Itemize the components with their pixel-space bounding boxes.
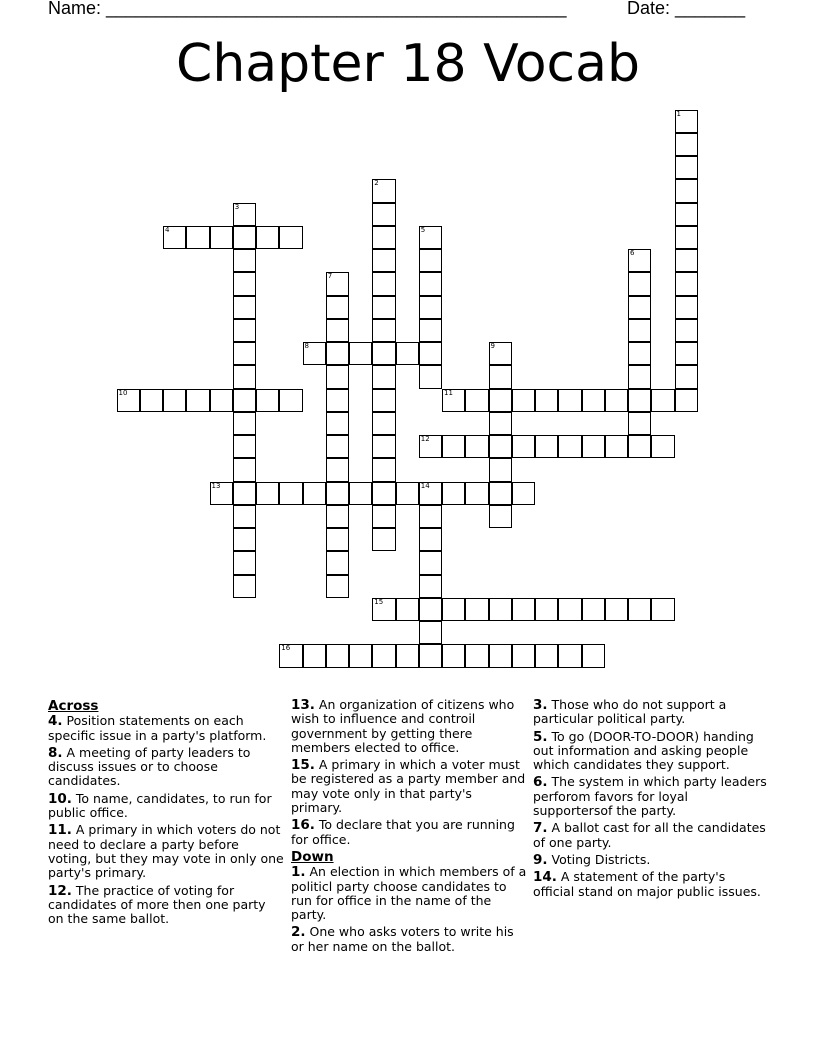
clue-number: 7	[327, 272, 333, 281]
grid-cell[interactable]	[256, 389, 279, 412]
grid-cell[interactable]	[512, 598, 535, 621]
clue-number: 6.	[533, 774, 548, 791]
grid-cell[interactable]	[396, 342, 419, 365]
grid-cell[interactable]	[372, 458, 395, 481]
grid-cell[interactable]	[512, 644, 535, 667]
clue-number: 11.	[48, 822, 72, 839]
clue-number: 14	[420, 481, 430, 490]
grid-cell[interactable]	[349, 342, 372, 365]
grid-cell[interactable]	[233, 435, 256, 458]
grid-cell[interactable]	[489, 644, 512, 667]
grid-cell[interactable]	[419, 621, 442, 644]
clue-text: One who asks voters to write his or her name on the ballot.	[291, 924, 514, 954]
grid-cell[interactable]	[465, 644, 488, 667]
grid-cell[interactable]	[628, 389, 651, 412]
grid-cell[interactable]	[326, 389, 349, 412]
grid-cell[interactable]	[535, 389, 558, 412]
grid-cell[interactable]	[535, 435, 558, 458]
grid-cell[interactable]	[326, 365, 349, 388]
grid-cell[interactable]	[233, 272, 256, 295]
grid-cell[interactable]	[419, 365, 442, 388]
grid-cell[interactable]	[489, 435, 512, 458]
grid-cell[interactable]	[256, 482, 279, 505]
grid-cell[interactable]	[326, 412, 349, 435]
grid-cell[interactable]	[233, 296, 256, 319]
grid-cell[interactable]	[372, 389, 395, 412]
clue-number: 2.	[291, 924, 306, 941]
grid-cell[interactable]	[675, 110, 698, 133]
clue-text: To declare that you are running for office.	[291, 817, 515, 847]
clue-number: 11	[444, 388, 453, 397]
grid-cell[interactable]	[372, 272, 395, 295]
grid-cell[interactable]	[326, 272, 349, 295]
grid-cell[interactable]	[372, 412, 395, 435]
clue-number: 1.	[291, 864, 306, 881]
grid-cell[interactable]	[117, 389, 140, 412]
grid-cell[interactable]	[512, 389, 535, 412]
grid-cell[interactable]	[372, 342, 395, 365]
grid-cell[interactable]	[233, 551, 256, 574]
clue-text: An organization of citizens who wish to influence and controil government by getting there members elected to office.	[291, 697, 515, 755]
clue-number: 13	[211, 481, 221, 490]
grid-cell[interactable]	[558, 389, 581, 412]
grid-cell[interactable]	[210, 482, 233, 505]
grid-cell[interactable]	[582, 644, 605, 667]
grid-cell[interactable]	[558, 598, 581, 621]
clue	[48, 792, 284, 821]
grid-cell[interactable]	[489, 482, 512, 505]
grid-cell[interactable]	[628, 412, 651, 435]
grid-cell[interactable]	[675, 342, 698, 365]
clue-number: 12	[420, 435, 430, 443]
grid-cell[interactable]	[419, 482, 442, 505]
clue-number: 13.	[291, 697, 315, 713]
clue-text: An election in which members of a politicl party choose candidates to run for office in the name of the party.	[291, 864, 527, 923]
clue	[533, 821, 769, 850]
grid-cell[interactable]	[419, 528, 442, 551]
clue-number: 3.	[533, 697, 548, 713]
clue-number: 4	[165, 225, 170, 234]
grid-cell[interactable]	[233, 226, 256, 249]
grid-cell[interactable]	[233, 575, 256, 598]
clue	[533, 730, 769, 773]
clue-number: 8	[304, 342, 309, 350]
grid-cell[interactable]	[372, 179, 395, 202]
grid-cell[interactable]	[651, 389, 674, 412]
name-line: Name: ______________________________________________	[48, 0, 567, 18]
grid-cell[interactable]	[419, 296, 442, 319]
grid-cell[interactable]	[372, 365, 395, 388]
grid-cell[interactable]	[233, 458, 256, 481]
grid-cell[interactable]	[326, 551, 349, 574]
grid-cell[interactable]	[442, 435, 465, 458]
grid-cell[interactable]	[442, 598, 465, 621]
clue-number: 16	[281, 644, 291, 653]
clue-number: 7.	[533, 820, 548, 837]
grid-cell[interactable]	[651, 435, 674, 458]
grid-cell[interactable]	[535, 644, 558, 667]
grid-cell[interactable]	[256, 226, 279, 249]
grid-cell[interactable]	[326, 435, 349, 458]
grid-cell[interactable]	[675, 179, 698, 202]
grid-cell[interactable]	[675, 226, 698, 249]
grid-cell[interactable]	[372, 226, 395, 249]
clue-text: A statement of the party's official stand on major public issues.	[533, 869, 761, 899]
grid-cell[interactable]	[419, 575, 442, 598]
grid-cell[interactable]	[326, 342, 349, 365]
clue	[533, 775, 769, 818]
grid-cell[interactable]	[186, 389, 209, 412]
clue-number: 9	[490, 342, 495, 350]
grid-cell[interactable]	[279, 482, 302, 505]
grid-cell[interactable]	[279, 389, 302, 412]
clues-column-3	[533, 698, 769, 902]
grid-cell[interactable]	[349, 644, 372, 667]
clue-number: 10	[118, 388, 128, 397]
grid-cell[interactable]	[326, 296, 349, 319]
clue-text: The system in which party leaders perforom favors for loyal supportersof the party.	[533, 774, 767, 819]
grid-cell[interactable]	[303, 482, 326, 505]
grid-cell[interactable]	[535, 598, 558, 621]
grid-cell[interactable]	[303, 342, 326, 365]
grid-cell[interactable]	[233, 342, 256, 365]
grid-cell[interactable]	[140, 389, 163, 412]
grid-cell[interactable]	[465, 435, 488, 458]
clue-text: A primary in which voters do not need to declare a party before voting, but they may vote in only one party's primary.	[48, 822, 284, 881]
clue	[48, 714, 284, 743]
grid-cell[interactable]	[675, 249, 698, 272]
clue-number: 8.	[48, 744, 63, 761]
clue	[291, 925, 527, 954]
grid-cell[interactable]	[326, 505, 349, 528]
grid-cell[interactable]	[326, 482, 349, 505]
clue-number: 15	[374, 597, 384, 606]
grid-cell[interactable]	[419, 272, 442, 295]
grid-cell[interactable]	[465, 598, 488, 621]
grid-cell[interactable]	[582, 389, 605, 412]
grid-cell[interactable]	[628, 598, 651, 621]
grid-cell[interactable]	[396, 598, 419, 621]
grid-cell[interactable]	[233, 365, 256, 388]
grid-cell[interactable]	[233, 203, 256, 226]
grid-cell[interactable]	[233, 389, 256, 412]
grid-cell[interactable]	[675, 365, 698, 388]
grid-cell[interactable]	[489, 505, 512, 528]
grid-cell[interactable]	[628, 342, 651, 365]
clue-number: 16.	[291, 817, 315, 834]
grid-cell[interactable]	[303, 644, 326, 667]
grid-cell[interactable]	[442, 389, 465, 412]
clue-number: 3	[234, 202, 240, 211]
page-title: Chapter 18 Vocab	[176, 34, 640, 94]
grid-cell[interactable]	[279, 226, 302, 249]
grid-cell[interactable]	[326, 644, 349, 667]
grid-cell[interactable]	[512, 435, 535, 458]
clue	[48, 823, 284, 880]
grid-cell[interactable]	[675, 156, 698, 179]
clue-text: Voting Districts.	[547, 851, 651, 867]
grid-cell[interactable]	[489, 412, 512, 435]
across-heading: Across	[48, 698, 99, 714]
grid-cell[interactable]	[163, 226, 186, 249]
grid-cell[interactable]	[233, 482, 256, 505]
grid-cell[interactable]	[233, 528, 256, 551]
clue-number: 2	[374, 179, 379, 188]
grid-cell[interactable]	[419, 435, 442, 458]
grid-cell[interactable]	[489, 389, 512, 412]
clue-number: 6	[630, 249, 635, 257]
grid-cell[interactable]	[419, 505, 442, 528]
clue	[48, 746, 284, 789]
grid-cell[interactable]	[489, 598, 512, 621]
grid-cell[interactable]	[489, 365, 512, 388]
clue	[291, 865, 527, 922]
grid-cell[interactable]	[628, 365, 651, 388]
grid-cell[interactable]	[326, 528, 349, 551]
clue-number: 1	[676, 109, 681, 118]
grid-cell[interactable]	[489, 458, 512, 481]
clue-text: Position statements on each specific issue in a party's platform.	[48, 713, 267, 743]
clue-number: 4.	[48, 713, 63, 730]
grid-cell[interactable]	[628, 435, 651, 458]
grid-cell[interactable]	[675, 203, 698, 226]
grid-cell[interactable]	[372, 203, 395, 226]
clue	[533, 853, 769, 867]
grid-cell[interactable]	[233, 319, 256, 342]
clues-column-2	[291, 698, 527, 957]
grid-cell[interactable]	[372, 482, 395, 505]
clue-text: A meeting of party leaders to discuss issues or to choose candidates.	[48, 744, 251, 789]
grid-cell[interactable]	[372, 644, 395, 667]
grid-cell[interactable]	[675, 133, 698, 156]
grid-cell[interactable]	[675, 319, 698, 342]
grid-cell[interactable]	[628, 272, 651, 295]
clue-number: 14.	[533, 869, 557, 886]
grid-cell[interactable]	[419, 249, 442, 272]
clue-text: Those who do not support a particular political party.	[533, 697, 727, 727]
grid-cell[interactable]	[326, 458, 349, 481]
clue-number: 15.	[291, 757, 315, 774]
grid-cell[interactable]	[582, 435, 605, 458]
clues-column-1	[48, 698, 284, 929]
grid-cell[interactable]	[419, 342, 442, 365]
clue	[291, 698, 527, 755]
grid-cell[interactable]	[419, 551, 442, 574]
clue-number: 10.	[48, 790, 72, 807]
grid-cell[interactable]	[419, 644, 442, 667]
clue	[291, 818, 527, 847]
grid-cell[interactable]	[582, 598, 605, 621]
grid-cell[interactable]	[442, 482, 465, 505]
clue	[533, 870, 769, 899]
grid-cell[interactable]	[419, 319, 442, 342]
grid-cell[interactable]	[349, 482, 372, 505]
grid-cell[interactable]	[605, 435, 628, 458]
grid-cell[interactable]	[675, 272, 698, 295]
clue-number: 5.	[533, 728, 548, 745]
grid-cell[interactable]	[675, 296, 698, 319]
grid-cell[interactable]	[372, 528, 395, 551]
grid-cell[interactable]	[419, 226, 442, 249]
grid-cell[interactable]	[326, 575, 349, 598]
grid-cell[interactable]	[489, 342, 512, 365]
grid-cell[interactable]	[326, 319, 349, 342]
grid-cell[interactable]	[465, 389, 488, 412]
clue	[48, 884, 284, 927]
grid-cell[interactable]	[605, 598, 628, 621]
grid-cell[interactable]	[512, 482, 535, 505]
clue	[533, 698, 769, 727]
grid-cell[interactable]	[442, 644, 465, 667]
grid-cell[interactable]	[372, 319, 395, 342]
grid-cell[interactable]	[279, 644, 302, 667]
grid-cell[interactable]	[372, 598, 395, 621]
grid-cell[interactable]	[372, 505, 395, 528]
grid-cell[interactable]	[233, 249, 256, 272]
grid-cell[interactable]	[210, 226, 233, 249]
grid-cell[interactable]	[628, 249, 651, 272]
clue-text: To go (DOOR-TO-DOOR) handing out information and asking people which candidates they support.	[533, 728, 754, 773]
grid-cell[interactable]	[372, 296, 395, 319]
grid-cell[interactable]	[558, 435, 581, 458]
down-heading: Down	[291, 848, 334, 865]
grid-cell[interactable]	[628, 319, 651, 342]
clue-text: The practice of voting for candidates of more then one party on the same ballot.	[48, 882, 266, 927]
grid-cell[interactable]	[210, 389, 233, 412]
grid-cell[interactable]	[628, 296, 651, 319]
grid-cell[interactable]	[233, 412, 256, 435]
clue-text: To name, candidates, to run for public office.	[48, 790, 272, 821]
grid-cell[interactable]	[558, 644, 581, 667]
grid-cell[interactable]	[605, 389, 628, 412]
grid-cell[interactable]	[396, 482, 419, 505]
clue-text: A primary in which a voter must be registered as a party member and may vote only in that party's primary.	[291, 757, 526, 816]
grid-cell[interactable]	[186, 226, 209, 249]
grid-cell[interactable]	[675, 389, 698, 412]
grid-cell[interactable]	[163, 389, 186, 412]
clue-number: 5	[420, 225, 426, 234]
grid-cell[interactable]	[465, 482, 488, 505]
clue-number: 9.	[533, 851, 548, 868]
date-line: Date: _______	[627, 0, 746, 18]
clue	[291, 758, 527, 815]
grid-cell[interactable]	[372, 249, 395, 272]
grid-cell[interactable]	[233, 505, 256, 528]
grid-cell[interactable]	[396, 644, 419, 667]
grid-cell[interactable]	[372, 435, 395, 458]
grid-cell[interactable]	[651, 598, 674, 621]
clue-number: 12.	[48, 882, 72, 899]
grid-cell[interactable]	[419, 598, 442, 621]
clue-text: A ballot cast for all the candidates of one party.	[533, 820, 766, 850]
